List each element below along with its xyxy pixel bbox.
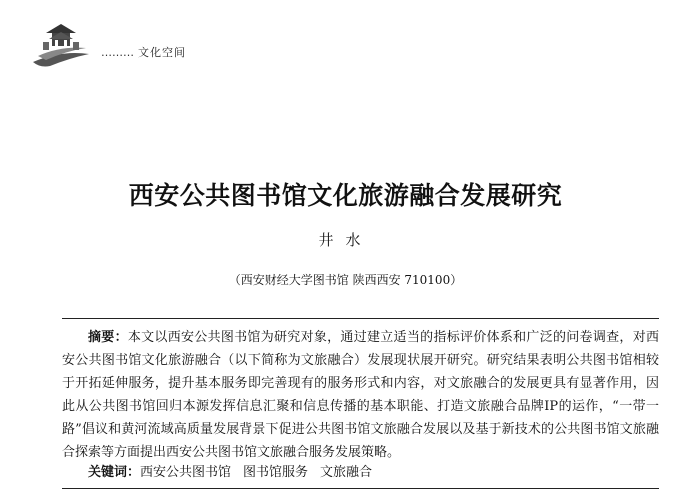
abstract-text: 本文以西安公共图书馆为研究对象，通过建立适当的指标评价体系和广泛的问卷调查，对西安公共图书馆文化旅游融合（以下简称为文旅融合）发展现状展开研究。研究结果表明公共图书馆相较于开拓延伸服务，提升基本服务即完善现有的服务形式和内容，对文旅融合的发展更具有显著作用，因此从公共图书馆回归本源发挥信息汇聚和信息传播的基本职能、打造文旅融合品牌IP的运作，“一带一路”倡议和黄河流域高质量发展背景下促进公共图书馆文旅融合发展以及基于新技术的公共图书馆文旅融合探索等方面提出西安公共图书馆文旅融合服务发展策略。 xyxy=(62,330,659,460)
keywords-label: 关键词： xyxy=(88,465,141,480)
keywords-block xyxy=(88,461,659,484)
abstract-block xyxy=(62,326,659,464)
abstract-bottom-rule xyxy=(62,488,659,489)
keyword: 西安公共图书馆 xyxy=(140,465,232,480)
keyword: 图书馆服务 xyxy=(243,465,309,480)
journal-logo xyxy=(30,20,92,70)
abstract-label: 摘要： xyxy=(88,330,128,345)
article-title: 西安公共图书馆文化旅游融合发展研究 xyxy=(128,181,563,210)
section-tag xyxy=(101,44,186,60)
author-affiliation: （西安财经大学图书馆 陕西西安 710100） xyxy=(228,273,463,287)
article-author: 井水 xyxy=(318,231,373,249)
keyword: 文旅融合 xyxy=(320,465,373,480)
abstract-top-rule xyxy=(62,318,659,319)
section-name: 文化空间 xyxy=(138,46,186,59)
section-dots: ……… xyxy=(101,46,134,59)
